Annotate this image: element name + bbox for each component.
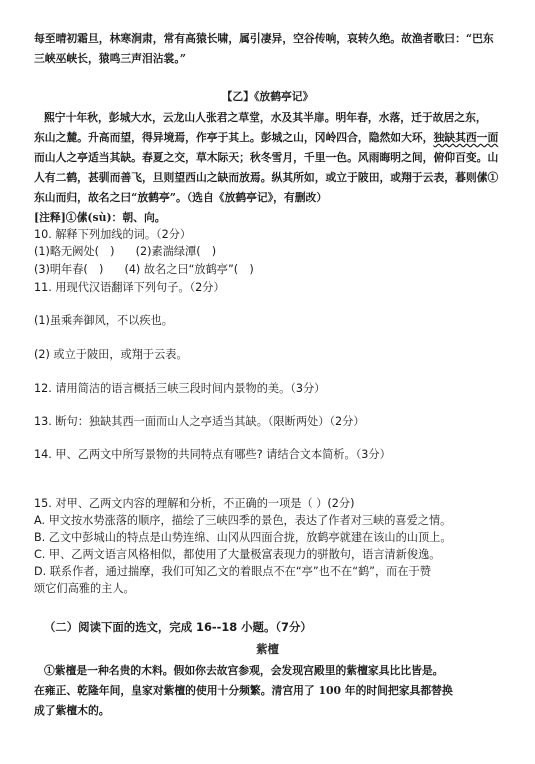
question-11-sentence-1: (1)虽乘奔御风，不以疾也。 [34, 314, 173, 327]
section-2-paragraph-1-line-1: ①紫檀是一种名贵的木料。假如你去故宫参观，会发现宫殿里的紫檀家具比比皆是。 [44, 664, 444, 677]
question-13: 13. 断句：独缺其西一面而山人之亭适当其缺。（限断两处）（2分） [34, 415, 365, 428]
passage-b-line-5: 东山而归，故名之曰“放鹤亭”。（选自《放鹤亭记》，有删改） [34, 191, 328, 204]
question-15-option-c: C. 甲、乙两文语言风格相似，都使用了大量极富表现力的骈散句，语言清新俊逸。 [34, 548, 441, 561]
question-10-items-1 [34, 245, 216, 259]
passage-b-title: 【乙】《放鹤亭记》 [221, 90, 314, 103]
passage-b-line-2-text: 东山之麓。升高而望，得异境焉，作亭于其上。彭城之山，冈岭四合，隐然如大环， [34, 131, 434, 144]
passage-b-line-4: 人有二鹤，甚驯而善飞，旦则望西山之缺而放焉。纵其所如，或立于陂田，或翔于云表，暮则傃① [34, 171, 499, 184]
section-2-heading: （二）阅读下面的选文，完成 16--18 小题。（7分） [44, 620, 312, 634]
section-2-paragraph-1-line-3: 成了紫檀木的。 [34, 704, 110, 717]
passage-b-line-3: 而山人之亭适当其缺。春夏之交，草木际天；秋冬雪月，千里一色。风雨晦明之间，俯仰百变。山 [34, 151, 499, 164]
question-15-option-d-line-1: D. 联系作者，通过揣摩，我们可知乙文的着眼点不在“亭”也不在“鹤”，而在于赞 [34, 565, 431, 578]
passage-a-line-2: 三峡巫峡长，猿鸣三声泪沾裳。” [34, 52, 186, 65]
question-15-option-a: A. 甲文按水势涨落的顺序，描绘了三峡四季的景色，表达了作者对三峡的喜爱之情。 [34, 514, 452, 527]
question-10-item-4: (4) 故名之曰“放鹤亭”( ) [124, 263, 254, 276]
question-15: 15. 对甲、乙两文内容的理解和分析，不正确的一项是（ ）(2分) [34, 497, 355, 510]
question-11-sentence-2: (2) 或立于陂田，或翔于云表。 [34, 348, 188, 361]
question-15-option-b: B. 乙文中彭城山的特点是山势连绵、山冈从四面合拢，放鹤亭就建在该山的山顶上。 [34, 531, 452, 544]
question-10-item-3: (3)明年春( ) [34, 263, 104, 276]
question-10-item-1: (1)略无阙处( ) [34, 245, 115, 258]
section-2-title: 紫檀 [256, 642, 279, 656]
underlined-phrase-1: 独缺其西一面 [433, 131, 499, 144]
passage-b-line-2 [34, 131, 498, 145]
question-10: 10. 解释下列加线的词。（2分） [34, 228, 192, 241]
passage-b-note: [注释]①傃(sù)：朝、向。 [34, 211, 166, 224]
question-11: 11. 用现代汉语翻译下列句子。（2分） [34, 281, 225, 294]
question-10-items-2 [34, 263, 254, 277]
question-14: 14. 甲、乙两文中所写景物的共同特点有哪些? 请结合文本简析。（3分） [34, 448, 391, 461]
question-15-option-d-line-2: 颂它们高雅的主人。 [34, 582, 135, 595]
question-12: 12. 请用简洁的语言概括三峡三段时间内景物的美。（3分） [34, 382, 326, 395]
section-2-paragraph-1-line-2: 在雍正、乾隆年间，皇家对紫檀的使用十分频繁。清宫用了 100 年的时间把家具都替换 [34, 684, 453, 697]
passage-a-line-1: 每至晴初霜旦，林寒涧肃，常有高猿长啸，属引凄异，空谷传响，哀转久绝。故渔者歌曰：“巴东 [34, 32, 494, 45]
question-10-item-2: (2)素湍绿潭( ) [135, 245, 217, 258]
passage-b-line-1: 熙宁十年秋，彭城大水，云龙山人张君之草堂，水及其半扉。明年春，水落，迁于故居之东， [44, 111, 487, 124]
